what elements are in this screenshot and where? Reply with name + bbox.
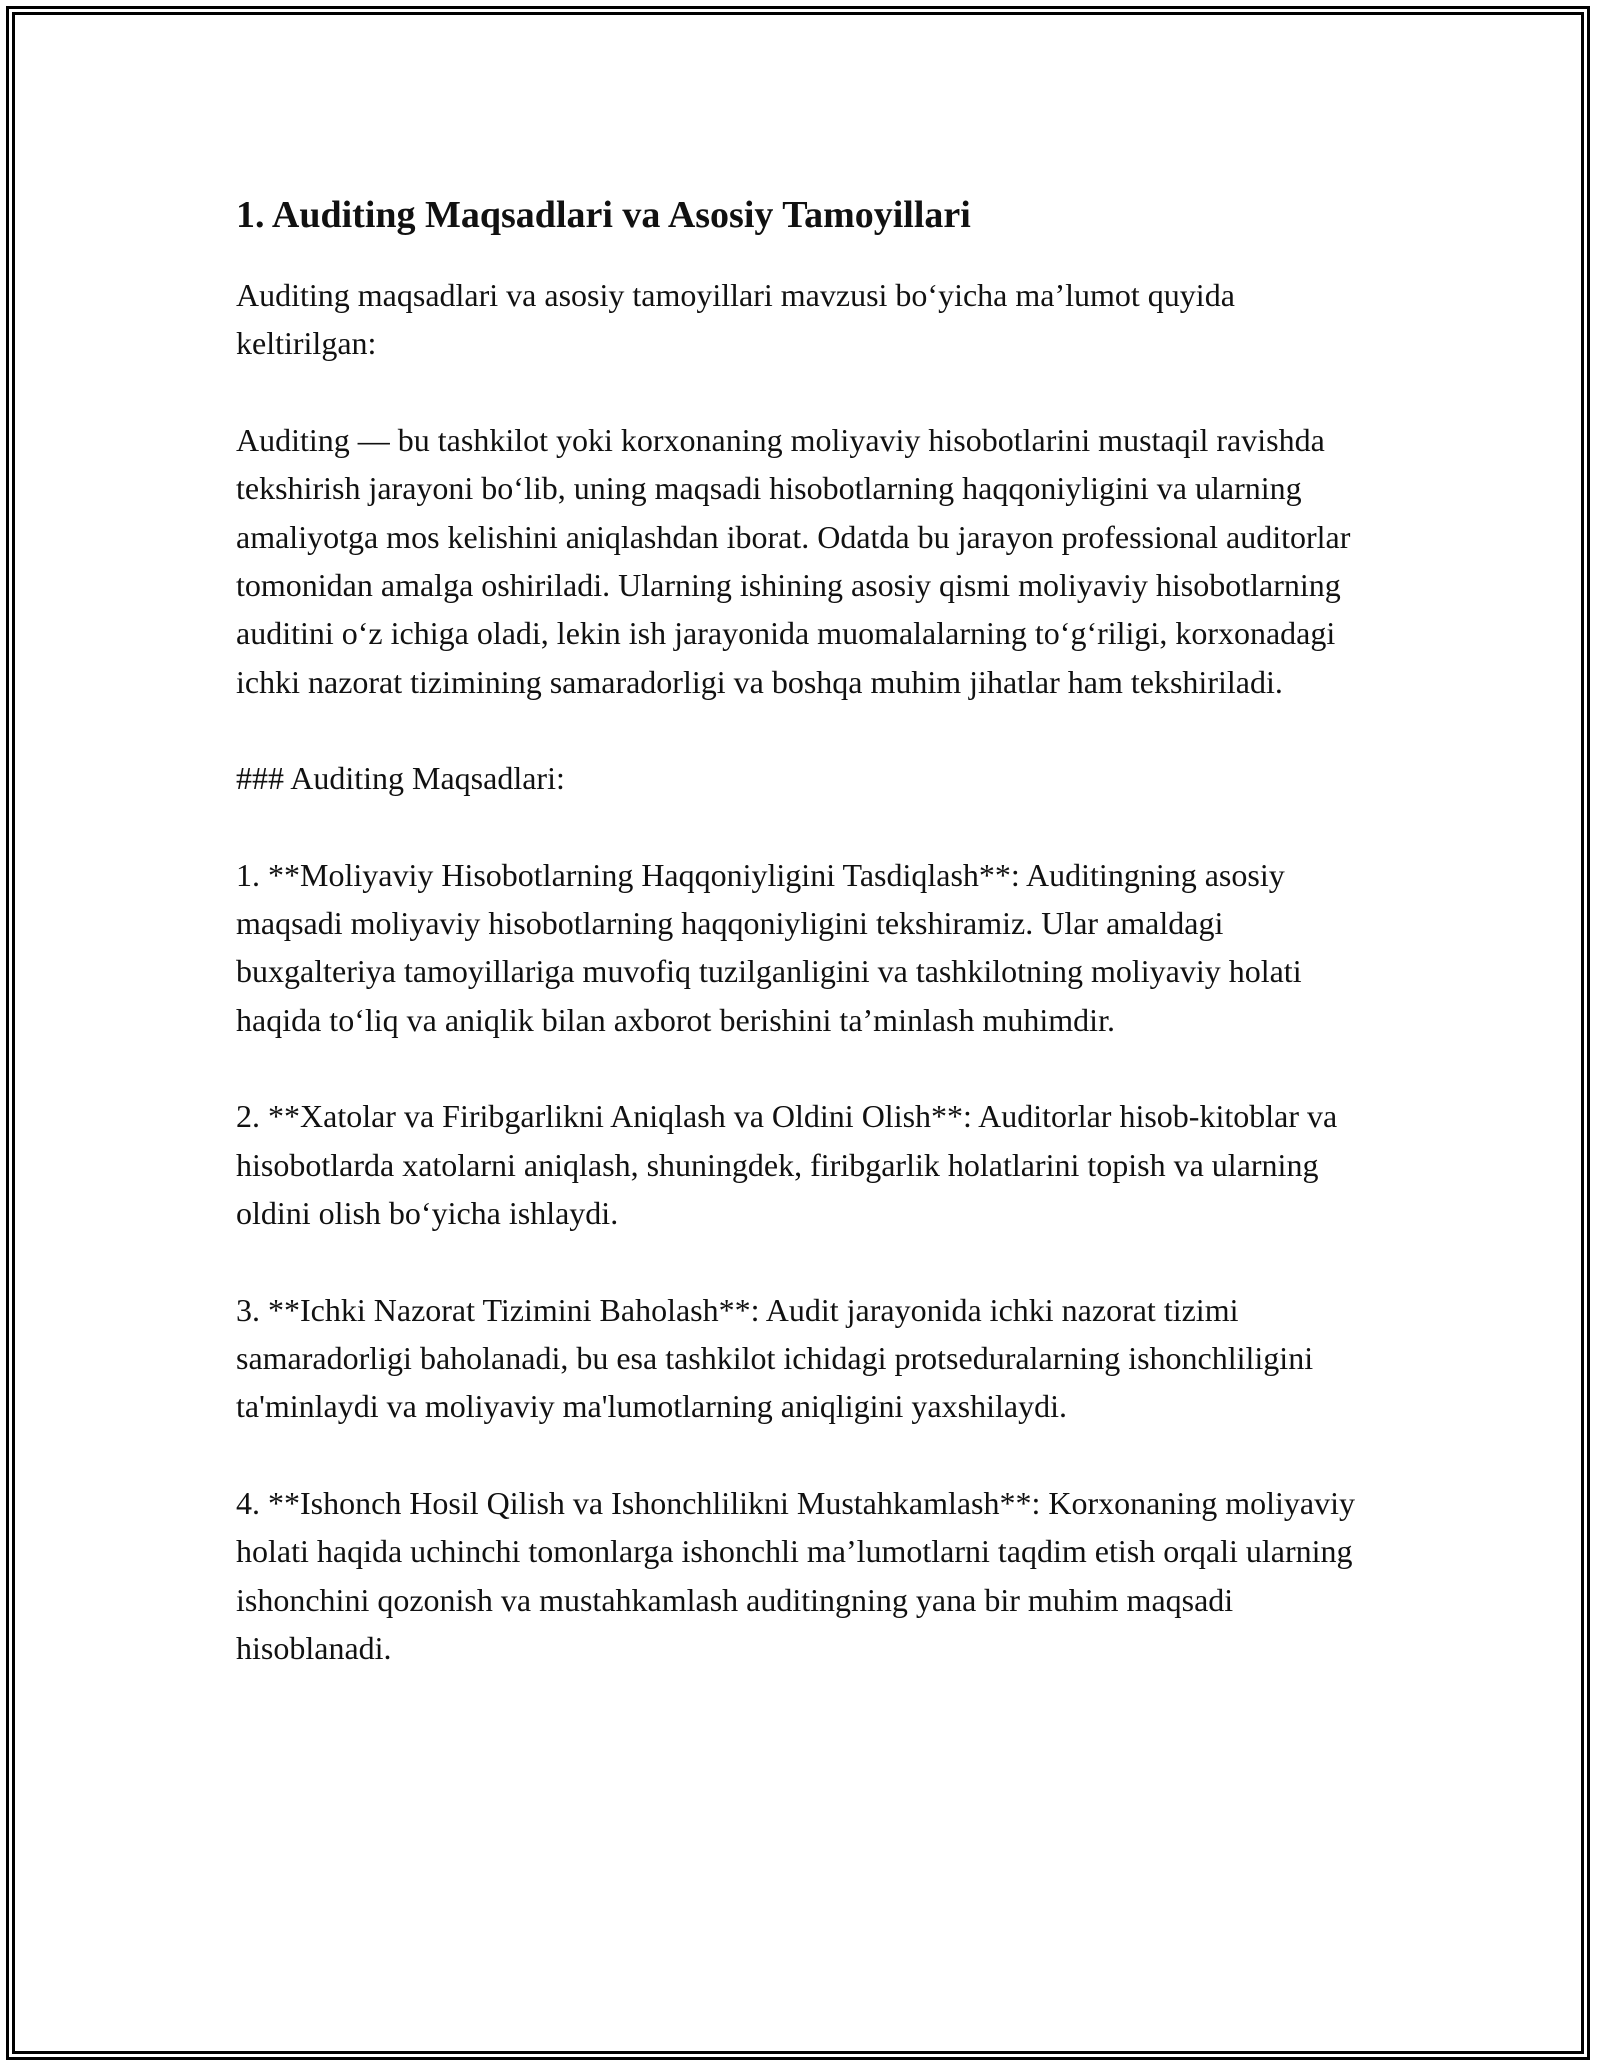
list-item: 3. **Ichki Nazorat Tizimini Baholash**: Audit jarayonida ichki nazorat tizimi samaradorligi baholanadi, bu esa tashkilot ichidagi protseduralarning ishonchliligini ta'minlaydi va moliyaviy ma'lumotlarning aniqligini yaxshilaydi. [236, 1291, 1314, 1425]
document-title: 1. Auditing Maqsadlari va Asosiy Tamoyillari [236, 194, 971, 236]
definition-paragraph: Auditing — bu tashkilot yoki korxonaning moliyaviy hisobotlarini mustaqil ravishda tekshirish jarayoni bo‘lib, uning maqsadi hisobotlarning haqqoniyligini va ularning amaliyotga mos kelishini aniqlashdan iborat. Odatda bu jarayon professional auditorlar tomonidan amalga oshiriladi. Ularning ishining asosiy qismi moliyaviy hisobotlarning auditini o‘z ichiga oladi, lekin ish jarayonida muomalalarning to‘g‘riligi, korxonadagi ichki nazorat tizimining samaradorligi va boshqa muhim jihatlar ham tekshiriladi. [236, 421, 1351, 700]
section-heading: ### Auditing Maqsadlari: [236, 760, 565, 797]
list-item: 2. **Xatolar va Firibgarlikni Aniqlash va Oldini Olish**: Auditorlar hisob-kitoblar va hisobotlarda xatolarni aniqlash, shuningdek, firibgarlik holatlarini topish va ularning oldini olish bo‘yicha ishlaydi. [236, 1098, 1338, 1232]
list-item: 1. **Moliyaviy Hisobotlarning Haqqoniyligini Tasdiqlash**: Auditingning asosiy maqsadi moliyaviy hisobotlarning haqqoniyligini tekshiramiz. Ular amaldagi buxgalteriya tamoyillariga muvofiq tuzilganligini va tashkilotning moliyaviy holati haqida to‘liq va aniqlik bilan axborot berishini ta’minlash muhimdir. [236, 856, 1302, 1038]
document-body [236, 185, 1366, 1720]
list-item: 4. **Ishonch Hosil Qilish va Ishonchlilikni Mustahkamlash**: Korxonaning moliyaviy holati haqida uchinchi tomonlarga ishonchli ma’lumotlarni taqdim etish orqali ularning ishonchini qozonish va mustahkamlash auditingning yana bir muhim maqsadi hisoblanadi. [236, 1484, 1356, 1666]
intro-paragraph: Auditing maqsadlari va asosiy tamoyillari mavzusi bo‘yicha ma’lumot quyida keltirilgan: [236, 277, 1235, 362]
